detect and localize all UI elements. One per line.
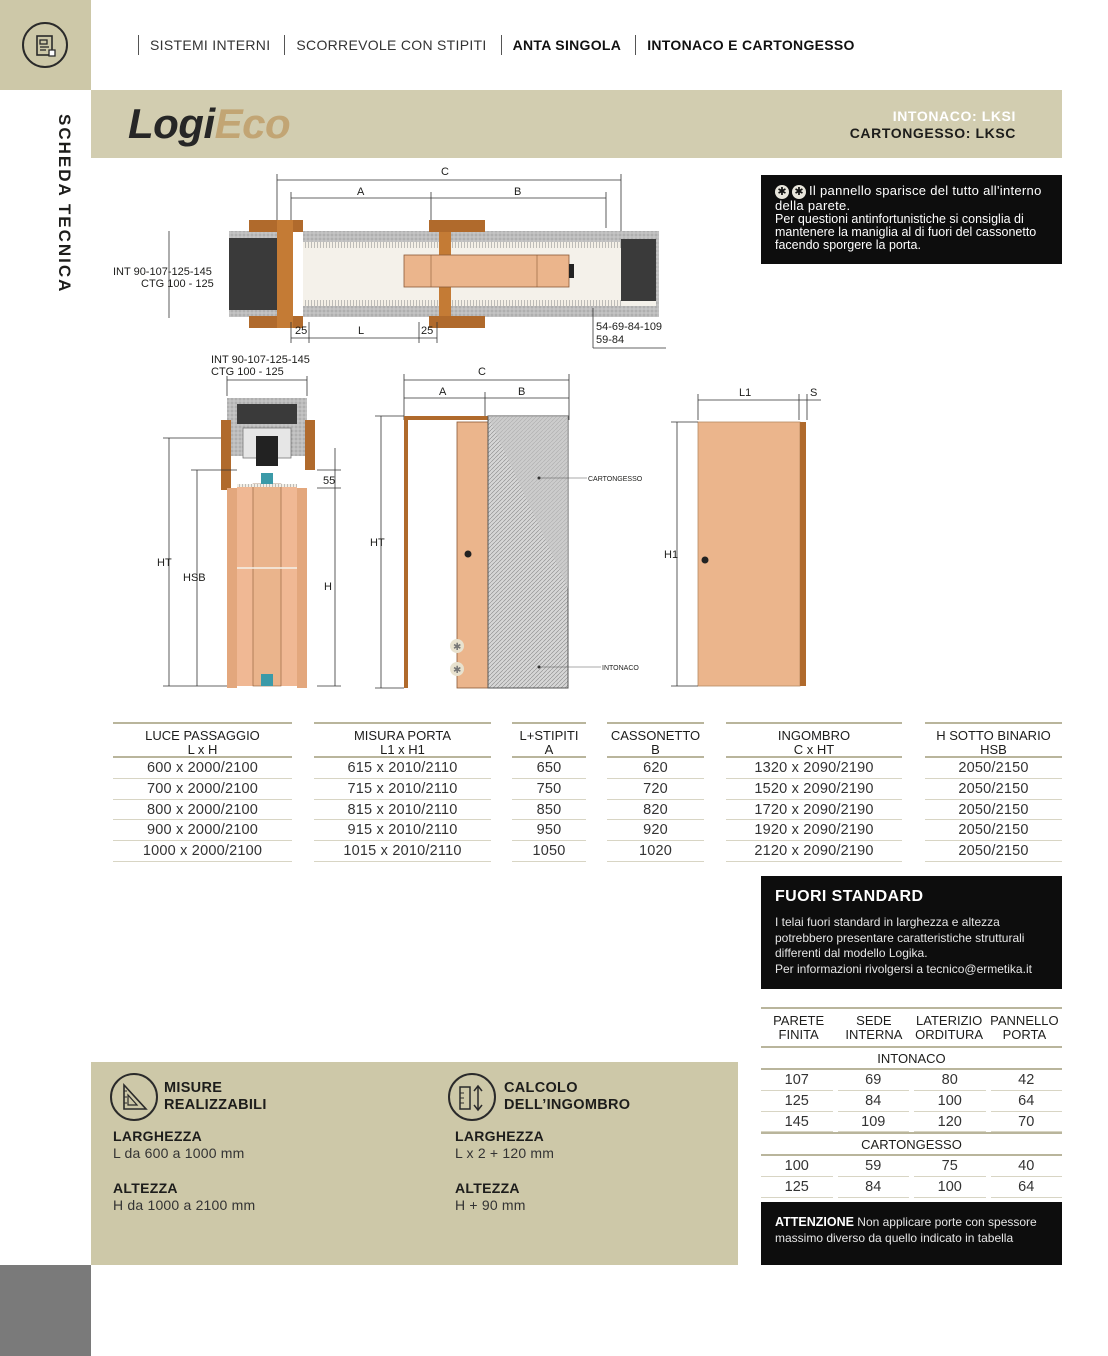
table-col-stipiti [512, 722, 586, 862]
table-col-misura [314, 722, 491, 862]
code-cartongesso: CARTONGESSO: LKSC [849, 125, 1016, 141]
table-header: INGOMBRO C x HT [726, 722, 902, 758]
breadcrumb [138, 34, 869, 56]
set-square-icon [110, 1073, 158, 1121]
plan-depth-1: 54-69-84-109 [596, 321, 663, 333]
section-label-ht: HT [157, 557, 172, 569]
table-header: CASSONETTO B [607, 722, 704, 758]
wall-group-intonaco: INTONACO [761, 1046, 1062, 1070]
table-cell: 1000 x 2000/2100 [113, 841, 292, 862]
plan-view [113, 166, 666, 348]
table-header: MISURA PORTA L1 x H1 [314, 722, 491, 758]
table-row: 145 109 120 70 [761, 1112, 1062, 1133]
table-row: 107 69 80 42 [761, 1070, 1062, 1091]
wall-group-cartongesso: CARTONGESSO [761, 1132, 1062, 1156]
table-cell: 900 x 2000/2100 [113, 820, 292, 841]
misure-altezza-value: H da 1000 a 2100 mm [113, 1197, 256, 1213]
fuori-standard-text: I telai fuori standard in larghezza e altezza potrebbero presentare caratteristiche strutturali differenti dal modello Logika. [775, 915, 1025, 961]
table-header: LUCE PASSAGGIO L x H [113, 722, 292, 758]
table-cell: 620 [607, 758, 704, 779]
section-wall-int: INT 90-107-125-145 [211, 354, 310, 366]
wall-thickness-table [761, 1007, 1062, 1198]
table-cell: 1020 [607, 841, 704, 862]
table-header: L+STIPITI A [512, 722, 586, 758]
svg-text:✱: ✱ [453, 642, 462, 653]
misure-altezza-label: ALTEZZA [113, 1180, 178, 1196]
wall-header-parete: PARETE FINITA [773, 1013, 825, 1042]
calcolo-larghezza-label: LARGHEZZA [455, 1128, 545, 1144]
table-cell: 1920 x 2090/2190 [726, 820, 902, 841]
fuori-standard-contact[interactable]: Per informazioni rivolgersi a tecnico@ermetika.it [775, 961, 1032, 976]
attenzione-label: ATTENZIONE [775, 1215, 854, 1229]
plan-label-25b: 25 [421, 325, 434, 337]
table-cell: 2050/2150 [925, 820, 1062, 841]
brand-logo: LogiEco [128, 100, 291, 147]
table-cell: 1720 x 2090/2190 [726, 800, 902, 821]
misure-larghezza-label: LARGHEZZA [113, 1128, 203, 1144]
section-label-55: 55 [323, 475, 336, 487]
table-row: 125 84 100 64 [761, 1091, 1062, 1112]
table-row: 100 59 75 40 [761, 1156, 1062, 1177]
calcolo-title: CALCOLO DELL’INGOMBRO [504, 1080, 631, 1113]
wall-header-sede: SEDE INTERNA [845, 1013, 903, 1042]
front-label-b: B [518, 386, 526, 398]
table-cell: 700 x 2000/2100 [113, 779, 292, 800]
table-cell: 2050/2150 [925, 841, 1062, 862]
front-view [370, 366, 643, 688]
table-cell: 800 x 2000/2100 [113, 800, 292, 821]
front-label-intonaco: INTONACO [602, 665, 639, 672]
table-col-ingombro [726, 722, 902, 862]
front-label-ht: HT [370, 537, 385, 549]
code-intonaco: INTONACO: LKSI [892, 108, 1016, 124]
fuori-standard-box [761, 876, 1062, 989]
plan-label-25a: 25 [295, 325, 308, 337]
svg-text:✱: ✱ [453, 665, 462, 676]
table-cell: 1320 x 2090/2190 [726, 758, 902, 779]
misure-title: MISURE REALIZZABILI [164, 1080, 267, 1113]
front-label-c: C [478, 366, 486, 378]
door-label-s: S [810, 387, 818, 399]
table-cell: 2050/2150 [925, 758, 1062, 779]
plan-label-c: C [441, 166, 449, 178]
plan-wall-ctg: CTG 100 - 125 [141, 278, 214, 290]
table-col-luce [113, 722, 292, 862]
plan-wall-int: INT 90-107-125-145 [113, 266, 212, 278]
table-cell: 920 [607, 820, 704, 841]
technical-drawings [91, 158, 1062, 718]
section-label-hsb: HSB [183, 572, 206, 584]
product-header [91, 90, 1062, 158]
table-cell: 715 x 2010/2110 [314, 779, 491, 800]
wall-table-header [761, 1007, 1062, 1042]
door-label-h1: H1 [664, 549, 679, 561]
table-cell: 1015 x 2010/2110 [314, 841, 491, 862]
calcolo-altezza-label: ALTEZZA [455, 1180, 520, 1196]
note-lead: Il pannello sparisce del tutto all'interno della parete. [775, 183, 1042, 213]
breadcrumb-item-anta[interactable]: ANTA SINGOLA [501, 35, 636, 55]
fuori-standard-title: FUORI STANDARD [775, 888, 924, 905]
wall-header-pannello: PANNELLO PORTA [990, 1013, 1059, 1042]
vertical-section-title: SCHEDA TECNICA [55, 114, 74, 294]
front-label-a: A [439, 386, 447, 398]
table-col-hsb [925, 722, 1062, 862]
table-row: 125 84 100 64 [761, 1177, 1062, 1198]
calcolo-altezza-value: H + 90 mm [455, 1197, 526, 1213]
section-view [157, 354, 341, 688]
breadcrumb-item-scorrevole[interactable]: SCORREVOLE CON STIPITI [284, 35, 500, 55]
table-cell: 815 x 2010/2110 [314, 800, 491, 821]
table-cell: 2050/2150 [925, 800, 1062, 821]
table-cell: 1050 [512, 841, 586, 862]
plan-label-a: A [357, 186, 365, 198]
table-cell: 600 x 2000/2100 [113, 758, 292, 779]
section-label-h: H [324, 581, 332, 593]
document-icon [22, 22, 68, 68]
sidebar-top [0, 0, 91, 90]
breadcrumb-item-intonaco[interactable]: INTONACO E CARTONGESSO [635, 35, 869, 55]
front-label-cartongesso: CARTONGESSO [588, 476, 643, 483]
plan-label-l: L [358, 325, 365, 337]
door-view [664, 387, 821, 686]
attenzione-text: Non applicare porte con spessore massimo diverso da quello indicato in tabella [775, 1215, 1037, 1245]
section-wall-ctg: CTG 100 - 125 [211, 366, 284, 378]
note-body: Per questioni antinfortunistiche si consiglia di mantenere la maniglia al di fuori del cassonetto facendo sporgere la porta. [775, 211, 1037, 252]
table-cell: 750 [512, 779, 586, 800]
plan-depth-2: 59-84 [596, 334, 625, 346]
wall-header-laterizio: LATERIZIO ORDITURA [915, 1013, 984, 1042]
table-cell: 820 [607, 800, 704, 821]
table-cell: 850 [512, 800, 586, 821]
misure-larghezza-value: L da 600 a 1000 mm [113, 1145, 245, 1161]
sidebar-bottom [0, 1265, 91, 1356]
table-header: H SOTTO BINARIO HSB [925, 722, 1062, 758]
table-cell: 2050/2150 [925, 779, 1062, 800]
door-label-l1: L1 [739, 387, 752, 399]
table-cell: 1520 x 2090/2190 [726, 779, 902, 800]
table-cell: 720 [607, 779, 704, 800]
attenzione-box [761, 1202, 1062, 1265]
table-cell: 650 [512, 758, 586, 779]
table-col-cassonetto [607, 722, 704, 862]
measure-arrow-icon [448, 1073, 496, 1121]
info-band [91, 1062, 738, 1265]
product-codes [850, 108, 1016, 142]
table-cell: 950 [512, 820, 586, 841]
plan-label-b: B [514, 186, 522, 198]
asterisk-icon: ✱ ✱ [775, 185, 806, 199]
calcolo-larghezza-value: L x 2 + 120 mm [455, 1145, 555, 1161]
table-cell: 2120 x 2090/2190 [726, 841, 902, 862]
table-cell: 915 x 2010/2110 [314, 820, 491, 841]
breadcrumb-item-sistemi[interactable]: SISTEMI INTERNI [138, 35, 284, 55]
table-cell: 615 x 2010/2110 [314, 758, 491, 779]
